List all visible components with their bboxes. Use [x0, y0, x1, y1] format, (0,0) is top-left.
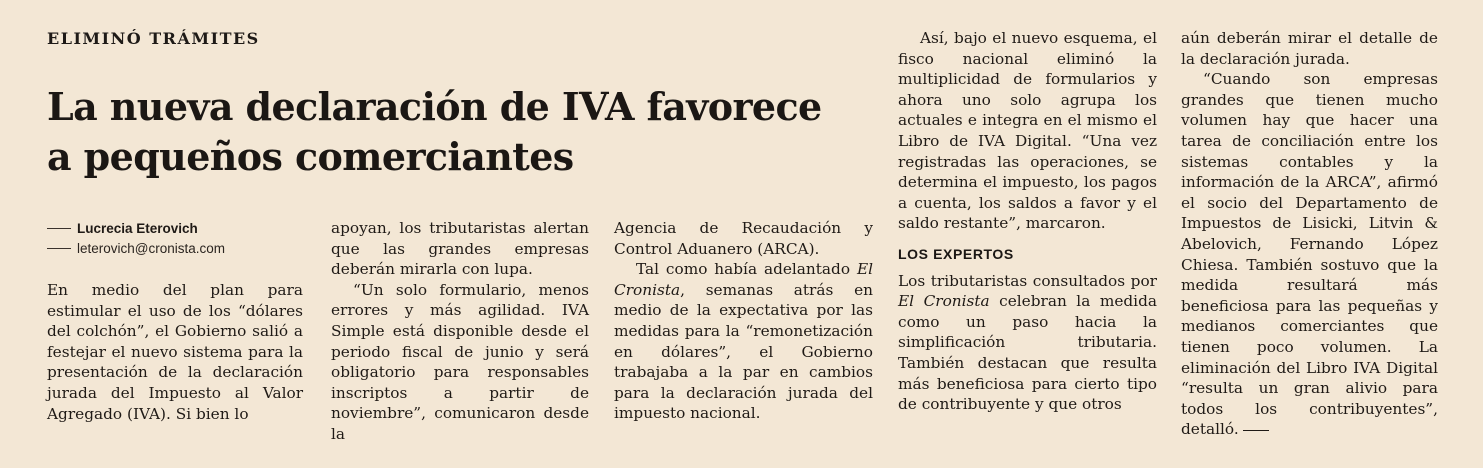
- author-name: Lucrecia Eterovich: [77, 220, 198, 236]
- paragraph: aún deberán mirar el detalle de la declaración jurada.: [1181, 29, 1438, 68]
- article-column-3: [614, 218, 873, 424]
- text-run: celebran la medida como un paso hacia la simplificación tributaria. También destacan que resulta más beneficiosa para cierto tipo de contribuyente y que otros: [898, 292, 1157, 414]
- paragraph: “Un solo formulario, menos errores y más agilidad. IVA Simple está disponible desde el periodo fiscal de junio y será obligatorio para responsables inscriptos a partir de noviembre”, comunicaron desde la: [331, 280, 589, 443]
- paragraph: [614, 259, 873, 424]
- text-run: , semanas atrás en medio de la expectativa por las medidas para la “remonetización en dólares”, el Gobierno trabajaba a la par en cambios para la declaración jurada del impuesto nacional.: [614, 280, 873, 423]
- headline: La nueva declaración de IVA favorece a pequeños comerciantes: [47, 84, 822, 179]
- byline-rule: [47, 248, 71, 249]
- subhead: LOS EXPERTOS: [898, 245, 1014, 262]
- paragraph: [898, 271, 1157, 415]
- publication-name: El Cronista: [898, 292, 990, 311]
- text-run: Tal como había adelantado: [636, 260, 857, 279]
- article-column-5: [1181, 28, 1438, 440]
- author-email: leterovich@cronista.com: [77, 240, 226, 256]
- article-column-4: [898, 28, 1157, 415]
- paragraph: Agencia de Recaudación y Control Aduanero (ARCA).: [614, 219, 873, 258]
- article-column-2: [331, 218, 589, 445]
- section-label: ELIMINÓ TRÁMITES: [47, 29, 260, 48]
- paragraph: En medio del plan para estimular el uso de los “dólares del colchón”, el Gobierno salió a festejar el nuevo sistema para la presentación de la declaración jurada del Impuesto al Valor Agregado (IVA). Si bien lo: [47, 281, 303, 423]
- end-mark: [1243, 430, 1269, 431]
- paragraph: Así, bajo el nuevo esquema, el fisco nacional eliminó la multiplicidad de formularios y ahora uno solo agrupa los actuales e integra en el mismo el Libro de IVA Digital. “Una vez registradas las operaciones, se determina el impuesto, los pagos a cuenta, los saldos a favor y el saldo restante”, marcaron.: [898, 29, 1157, 233]
- author-row: [47, 218, 317, 238]
- paragraph: [1181, 69, 1438, 440]
- publication-name: El Cronista: [614, 260, 873, 299]
- text-run: “Cuando son empresas grandes que tienen mucho volumen hay que hacer una tarea de conciliación entre los sistemas contables y la información de la ARCA”, afirmó el socio del Departamento de Impuestos de Lisicki, Litvin & Abelovich, Fernando López Chiesa. También sostuvo que la medida resultará más beneficiosa para las pequeñas y medianos comerciantes que tienen poco volumen. La eliminación del Libro IVA Digital “resulta un gran alivio para todos los contribuyentes”, detalló.: [1181, 70, 1438, 439]
- paragraph: apoyan, los tributaristas alertan que las grandes empresas deberán mirarla con lupa.: [331, 219, 589, 279]
- email-row: [47, 238, 317, 258]
- byline: [47, 218, 317, 258]
- article-column-1: [47, 280, 303, 424]
- byline-rule: [47, 228, 71, 229]
- text-run: Los tributaristas consultados por: [898, 271, 1157, 290]
